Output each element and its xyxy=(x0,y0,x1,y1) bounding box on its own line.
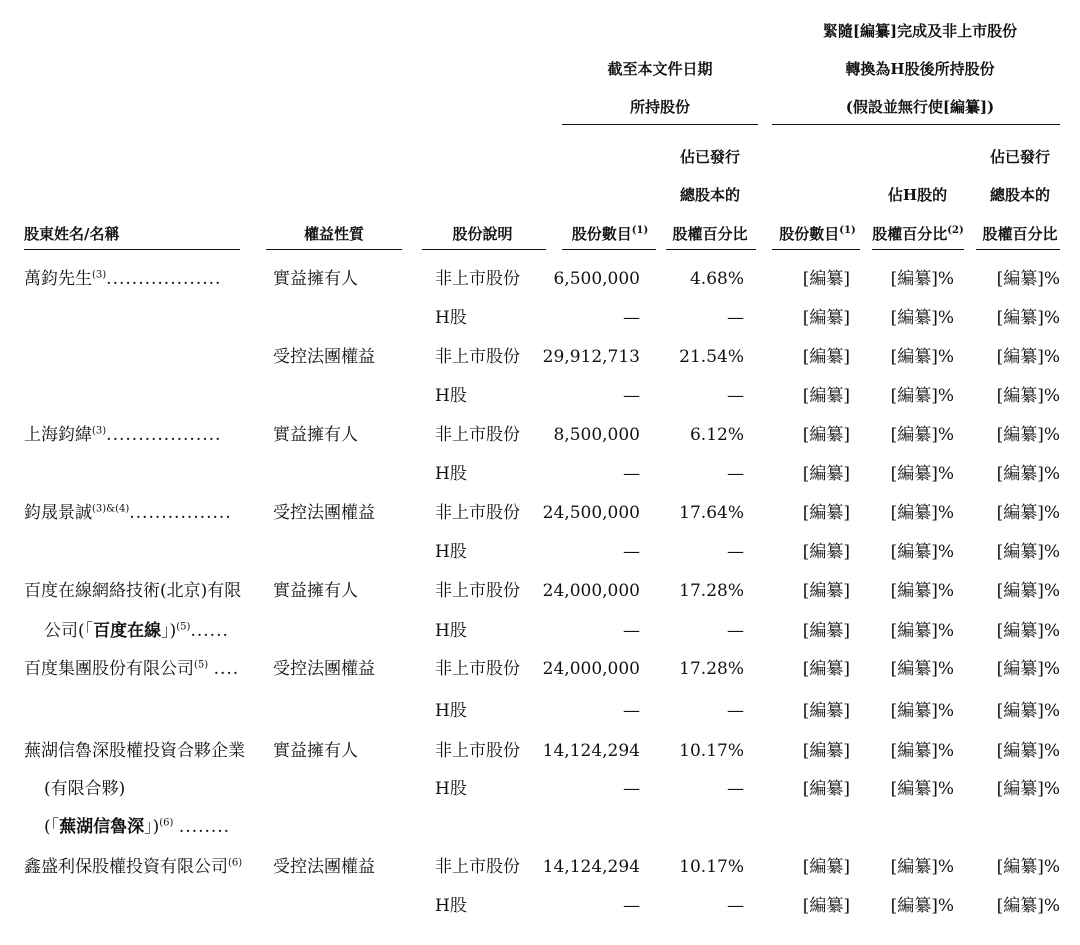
table-cell-desc: 非上市股份 xyxy=(435,581,520,601)
table-cell-shares: — xyxy=(623,464,640,484)
table-cell-nature: 實益擁有人 xyxy=(273,581,358,601)
shareholder-name-3-dots: ................ xyxy=(129,503,232,523)
shareholder-name-1-note: (3) xyxy=(92,269,107,281)
group-rule-holding xyxy=(562,124,758,125)
shareholder-name-6-dots: ........ xyxy=(178,817,231,837)
header-rule-shareholder xyxy=(24,249,240,250)
table-cell-nature: 受控法團權益 xyxy=(273,347,375,367)
table-cell-desc: 非上市股份 xyxy=(435,425,520,445)
table-cell-desc: 非上市股份 xyxy=(435,347,520,367)
header-shareholder: 股東姓名/名稱 xyxy=(24,225,120,243)
table-cell-shares: — xyxy=(623,308,640,328)
table-cell-a-shares: [編纂] xyxy=(802,896,850,916)
table-cell-a-shares: [編纂] xyxy=(802,701,850,721)
table-cell-a-shares: [編纂] xyxy=(802,425,850,445)
table-cell-nature: 受控法團權益 xyxy=(273,503,375,523)
table-cell-desc: H股 xyxy=(435,386,467,406)
shareholder-name-2-text: 上海鈞緯 xyxy=(24,425,92,445)
table-cell-a-pct-h: [編纂]% xyxy=(890,347,954,367)
table-cell-a-pct-total: [編纂]% xyxy=(996,857,1060,877)
table-cell-a-pct-h: [編纂]% xyxy=(890,701,954,721)
shareholder-name-2-dots: .................. xyxy=(106,425,222,445)
table-cell-pct: — xyxy=(727,779,744,799)
table-cell-shares: — xyxy=(623,542,640,562)
shareholder-name-6-pre: (「 xyxy=(44,817,60,837)
group-header-after-line3: (假設並無行使[編纂]) xyxy=(845,98,995,116)
table-cell-a-pct-h: [編纂]% xyxy=(890,464,954,484)
table-cell-shares: 24,000,000 xyxy=(542,581,640,601)
table-cell-nature: 受控法團權益 xyxy=(273,659,375,679)
shareholder-name-5-text: 百度集團股份有限公司 xyxy=(24,659,194,679)
shareholder-name-4-note: (5) xyxy=(176,621,191,633)
shareholder-name-4-line1: 百度在線網絡技術(北京)有限 xyxy=(24,581,242,601)
table-cell-pct: — xyxy=(727,386,744,406)
shareholder-name-7 xyxy=(24,856,242,878)
table-cell-a-shares: [編纂] xyxy=(802,386,850,406)
group-header-holding-line1: 截至本文件日期 xyxy=(607,60,713,78)
table-cell-a-pct-h: [編纂]% xyxy=(890,857,954,877)
table-cell-pct: 6.12% xyxy=(689,425,744,445)
table-cell-shares: 8,500,000 xyxy=(553,425,640,445)
table-cell-a-pct-total: [編纂]% xyxy=(996,659,1060,679)
table-cell-desc: H股 xyxy=(435,308,467,328)
table-cell-a-pct-h: [編纂]% xyxy=(890,621,954,641)
table-cell-pct: 17.28% xyxy=(679,659,744,679)
shareholder-name-3-note: (3)&(4) xyxy=(92,503,130,515)
shareholder-name-5-note: (5) xyxy=(194,659,209,671)
header-pct-issued-line1: 佔已發行 xyxy=(679,148,740,166)
table-cell-pct: — xyxy=(727,542,744,562)
header-after-number-of-shares-note: (1) xyxy=(839,225,856,236)
table-cell-pct: — xyxy=(727,464,744,484)
shareholder-name-5 xyxy=(24,658,239,680)
table-cell-a-pct-total: [編纂]% xyxy=(996,386,1060,406)
table-cell-a-shares: [編纂] xyxy=(802,659,850,679)
table-cell-nature: 實益擁有人 xyxy=(273,425,358,445)
table-cell-a-pct-h: [編纂]% xyxy=(890,581,954,601)
header-rule-pct-h xyxy=(872,249,964,250)
table-cell-a-pct-total: [編纂]% xyxy=(996,779,1060,799)
header-after-pct-total-line2: 總股本的 xyxy=(989,186,1050,204)
table-cell-pct: — xyxy=(727,896,744,916)
header-rule-description xyxy=(422,249,546,250)
header-pct-h-label: 股權百分比 xyxy=(872,225,948,243)
table-cell-shares: — xyxy=(623,779,640,799)
table-cell-a-pct-h: [編纂]% xyxy=(890,542,954,562)
shareholder-name-2 xyxy=(24,424,221,446)
table-cell-desc: 非上市股份 xyxy=(435,269,520,289)
table-cell-a-shares: [編纂] xyxy=(802,269,850,289)
header-description: 股份說明 xyxy=(452,225,513,243)
header-pct-h-line1: 佔H股的 xyxy=(887,186,948,204)
table-cell-a-shares: [編纂] xyxy=(802,347,850,367)
header-pct-issued-line3: 股權百分比 xyxy=(672,225,748,243)
table-cell-a-pct-h: [編纂]% xyxy=(890,896,954,916)
shareholder-name-1-dots: .................. xyxy=(106,269,222,289)
header-after-number-of-shares xyxy=(770,225,865,243)
table-cell-desc: H股 xyxy=(435,464,467,484)
table-cell-nature: 受控法團權益 xyxy=(273,857,375,877)
table-cell-a-shares: [編纂] xyxy=(802,542,850,562)
table-cell-desc: 非上市股份 xyxy=(435,741,520,761)
table-cell-a-pct-h: [編纂]% xyxy=(890,659,954,679)
table-cell-shares: 6,500,000 xyxy=(553,269,640,289)
table-cell-a-pct-h: [編纂]% xyxy=(890,386,954,406)
table-cell-shares: — xyxy=(623,621,640,641)
table-cell-a-pct-h: [編纂]% xyxy=(890,308,954,328)
header-rule-after-pct-total xyxy=(976,249,1060,250)
header-after-pct-total-line3: 股權百分比 xyxy=(982,225,1058,243)
shareholder-name-6-line1: 蕪湖信魯深股權投資合夥企業 xyxy=(24,741,245,761)
shareholder-name-4-pre: 公司(「 xyxy=(44,621,94,641)
table-cell-a-pct-total: [編纂]% xyxy=(996,542,1060,562)
shareholder-name-3-text: 鈞晟景誠 xyxy=(24,503,92,523)
group-rule-after xyxy=(772,124,1060,125)
table-cell-a-pct-h: [編纂]% xyxy=(890,503,954,523)
table-cell-nature: 實益擁有人 xyxy=(273,741,358,761)
table-cell-shares: 24,000,000 xyxy=(542,659,640,679)
table-cell-a-shares: [編纂] xyxy=(802,581,850,601)
shareholder-name-4-post: 」) xyxy=(161,621,177,641)
table-cell-desc: 非上市股份 xyxy=(435,503,520,523)
table-cell-pct: 10.17% xyxy=(679,857,744,877)
table-cell-desc: 非上市股份 xyxy=(435,857,520,877)
shareholder-name-1 xyxy=(24,268,221,290)
header-nature: 權益性質 xyxy=(303,225,364,243)
shareholder-name-1-text: 萬鈞先生 xyxy=(24,269,92,289)
table-cell-a-pct-h: [編纂]% xyxy=(890,779,954,799)
shareholder-name-6-line3 xyxy=(44,816,230,838)
shareholder-name-3 xyxy=(24,502,232,524)
table-cell-shares: — xyxy=(623,386,640,406)
table-cell-shares: 24,500,000 xyxy=(542,503,640,523)
shareholder-name-6-note: (6) xyxy=(159,817,174,829)
header-pct-h-note: (2) xyxy=(947,225,964,236)
table-cell-pct: — xyxy=(727,308,744,328)
table-cell-a-pct-h: [編纂]% xyxy=(890,425,954,445)
table-cell-pct: 17.64% xyxy=(679,503,744,523)
header-rule-nature xyxy=(266,249,402,250)
group-header-after-line2: 轉換為H股後所持股份 xyxy=(845,60,995,78)
shareholder-name-2-note: (3) xyxy=(92,425,107,437)
table-cell-shares: 14,124,294 xyxy=(542,857,640,877)
shareholder-name-5-dots: .... xyxy=(213,659,240,679)
group-header-after-line1: 緊隨[編纂]完成及非上市股份 xyxy=(822,22,1018,40)
header-rule-pct-issued xyxy=(666,249,756,250)
table-cell-pct: 4.68% xyxy=(689,269,744,289)
table-cell-pct: 21.54% xyxy=(679,347,744,367)
table-cell-a-pct-total: [編纂]% xyxy=(996,503,1060,523)
header-number-of-shares-note: (1) xyxy=(631,225,649,236)
table-cell-shares: — xyxy=(623,896,640,916)
table-cell-a-pct-total: [編纂]% xyxy=(996,308,1060,328)
table-cell-desc: 非上市股份 xyxy=(435,659,520,679)
table-cell-pct: — xyxy=(727,701,744,721)
shareholder-name-6-post: 」) xyxy=(144,817,160,837)
table-cell-a-pct-total: [編纂]% xyxy=(996,621,1060,641)
table-cell-a-shares: [編纂] xyxy=(802,857,850,877)
table-cell-shares: 29,912,713 xyxy=(542,347,640,367)
table-cell-a-pct-total: [編纂]% xyxy=(996,701,1060,721)
table-cell-pct: — xyxy=(727,621,744,641)
table-cell-a-shares: [編纂] xyxy=(802,464,850,484)
table-cell-a-pct-total: [編纂]% xyxy=(996,425,1060,445)
table-cell-a-shares: [編纂] xyxy=(802,621,850,641)
header-number-of-shares-label: 股份數目 xyxy=(571,225,632,243)
table-cell-a-pct-total: [編纂]% xyxy=(996,464,1060,484)
table-cell-a-shares: [編纂] xyxy=(802,741,850,761)
table-cell-desc: H股 xyxy=(435,701,467,721)
table-cell-pct: 17.28% xyxy=(679,581,744,601)
table-cell-a-pct-total: [編纂]% xyxy=(996,741,1060,761)
table-cell-desc: H股 xyxy=(435,779,467,799)
header-rule-after-number xyxy=(772,249,860,250)
group-header-holding-line2: 所持股份 xyxy=(629,98,690,116)
table-cell-a-pct-total: [編纂]% xyxy=(996,347,1060,367)
table-cell-a-shares: [編纂] xyxy=(802,308,850,328)
shareholder-name-6-line2: (有限合夥) xyxy=(44,779,126,799)
header-pct-issued-line2: 總股本的 xyxy=(679,186,740,204)
shareholder-name-6-bold: 蕪湖信魯深 xyxy=(59,817,145,837)
table-cell-a-pct-total: [編纂]% xyxy=(996,581,1060,601)
header-pct-h-line2 xyxy=(868,225,968,243)
table-cell-desc: H股 xyxy=(435,621,467,641)
header-after-pct-total-line1: 佔已發行 xyxy=(989,148,1050,166)
table-cell-a-pct-total: [編纂]% xyxy=(996,269,1060,289)
table-cell-a-pct-h: [編纂]% xyxy=(890,269,954,289)
shareholder-name-7-note: (6) xyxy=(228,857,243,869)
table-cell-desc: H股 xyxy=(435,542,467,562)
shareholder-name-4-bold: 百度在線 xyxy=(93,621,162,641)
table-cell-desc: H股 xyxy=(435,896,467,916)
shareholder-name-7-text: 鑫盛利保股權投資有限公司 xyxy=(24,857,228,877)
table-cell-a-pct-total: [編纂]% xyxy=(996,896,1060,916)
shareholder-name-4-line2 xyxy=(44,620,229,642)
table-cell-shares: 14,124,294 xyxy=(542,741,640,761)
table-cell-nature: 實益擁有人 xyxy=(273,269,358,289)
header-rule-number-of-shares xyxy=(562,249,656,250)
table-cell-pct: 10.17% xyxy=(679,741,744,761)
header-number-of-shares xyxy=(560,225,660,243)
table-cell-a-pct-h: [編纂]% xyxy=(890,741,954,761)
header-after-number-of-shares-label: 股份數目 xyxy=(779,225,840,243)
shareholder-name-4-dots: ...... xyxy=(190,621,229,641)
table-cell-a-shares: [編纂] xyxy=(802,779,850,799)
table-cell-shares: — xyxy=(623,701,640,721)
table-cell-a-shares: [編纂] xyxy=(802,503,850,523)
